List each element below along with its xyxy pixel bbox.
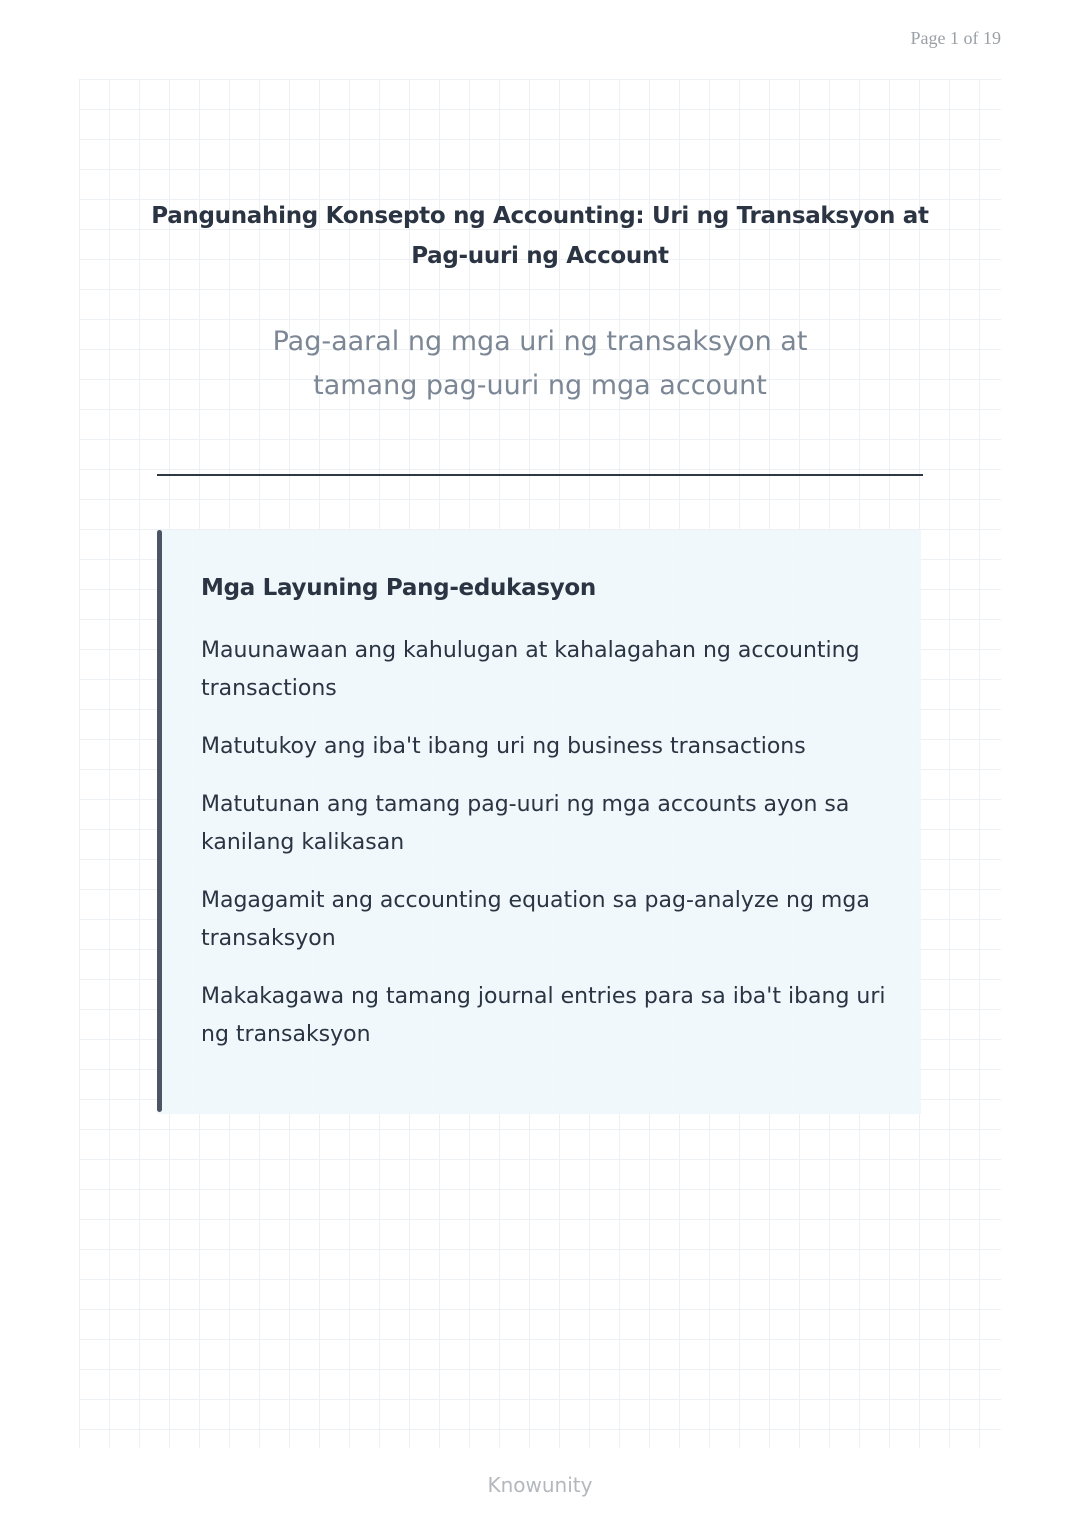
learning-objectives-callout bbox=[157, 530, 921, 1114]
callout-accent-bar bbox=[157, 530, 162, 1112]
page-title: Pangunahing Konsepto ng Accounting: Uri ng Transaksyon at Pag-uuri ng Account bbox=[151, 203, 929, 269]
objective-item: Magagamit ang accounting equation sa pag-analyze ng mga transaksyon bbox=[201, 888, 870, 951]
objectives-heading: Mga Layuning Pang-edukasyon bbox=[201, 575, 596, 601]
objective-item: Matutunan ang tamang pag-uuri ng mga accounts ayon sa kanilang kalikasan bbox=[201, 792, 850, 855]
objective-item: Mauunawaan ang kahulugan at kahalagahan ng accounting transactions bbox=[201, 638, 860, 701]
footer-brand-logo: Knowunity bbox=[487, 1473, 593, 1497]
title-divider bbox=[157, 474, 923, 476]
page-number: Page 1 of 19 bbox=[910, 28, 1001, 48]
objective-item: Matutukoy ang iba't ibang uri ng business transactions bbox=[201, 734, 806, 759]
page-subtitle: Pag-aaral ng mga uri ng transaksyon at tamang pag-uuri ng mga account bbox=[272, 326, 808, 401]
objective-item: Makakagawa ng tamang journal entries para sa iba't ibang uri ng transaksyon bbox=[201, 984, 886, 1047]
objectives-list bbox=[201, 632, 901, 1074]
